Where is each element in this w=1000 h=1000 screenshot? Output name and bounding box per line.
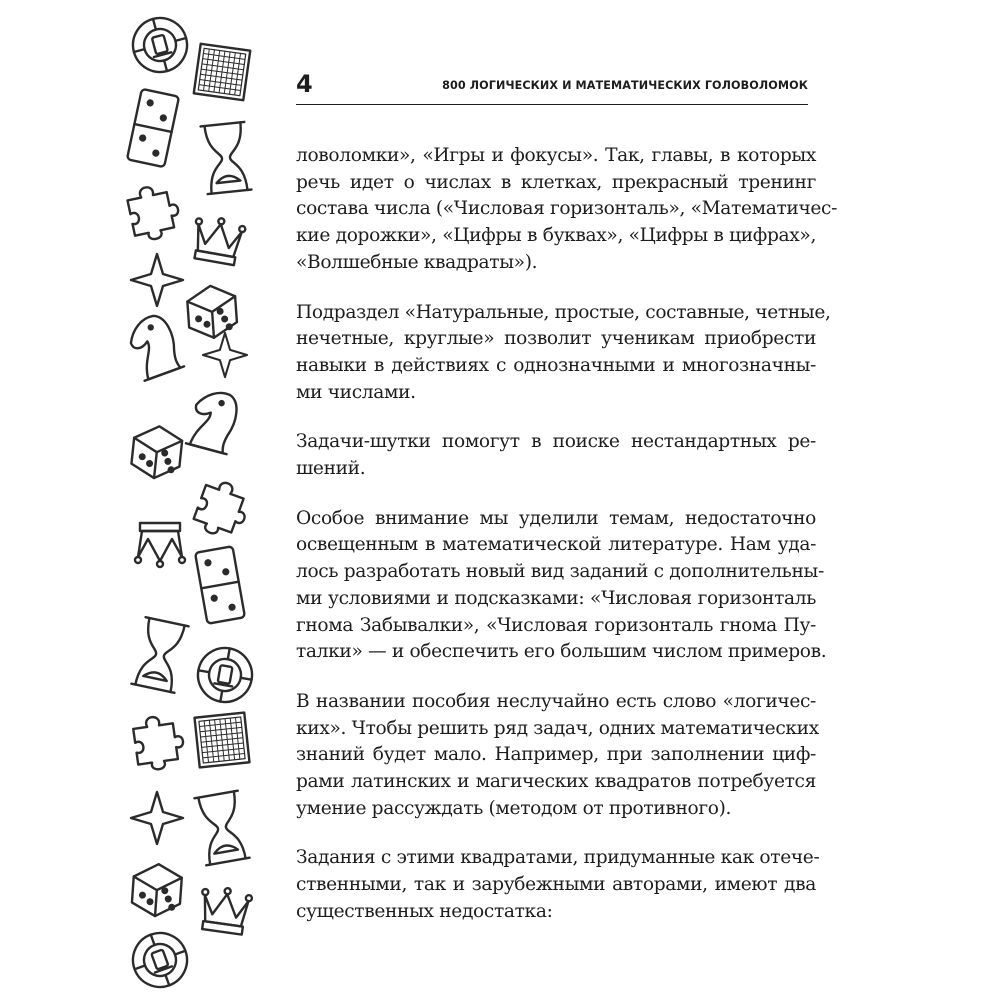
domino-icon xyxy=(195,546,245,624)
paragraph xyxy=(296,429,816,482)
puzzle-piece-icon xyxy=(126,182,183,243)
text-line: умение рассуждать (методом от противного). xyxy=(296,797,732,819)
page-header xyxy=(296,68,808,105)
text-line: навыки в действиях с однозначными и многозначны- xyxy=(296,354,816,376)
paragraph xyxy=(296,689,819,823)
text-line: кие дорожки», «Цифры в буквах», «Цифры в цифрах», xyxy=(296,225,816,247)
grid-board-icon xyxy=(194,44,250,100)
text-line: освещенным в математической литературе. Нам уда- xyxy=(296,534,816,556)
text-line: Задачи-шутки помогут в поиске нестандартных ре- xyxy=(296,431,816,453)
poker-chip-icon xyxy=(194,644,257,707)
dice-icon xyxy=(131,863,183,918)
text-line: ми условиями и подсказками: «Числовая горизонталь xyxy=(296,587,816,609)
crown-icon xyxy=(135,523,185,567)
hourglass-icon xyxy=(194,791,249,866)
text-line: «Волшебные квадраты»). xyxy=(296,251,538,273)
paragraph xyxy=(296,506,827,666)
dice-icon xyxy=(130,424,183,481)
hourglass-icon xyxy=(131,617,188,693)
text-line: рами латинских и магических квадратов потребуется xyxy=(296,771,816,793)
body-text xyxy=(296,143,838,949)
text-line: талки» — и обеспечить его большим числом примеров. xyxy=(296,641,827,663)
text-line: ми числами. xyxy=(296,381,416,403)
paragraph xyxy=(296,845,820,925)
text-line: лось разработать новый вид заданий с дополнительны- xyxy=(296,561,824,583)
chess-knight-icon xyxy=(125,312,184,381)
text-line: ких». Чтобы решить ряд задач, одних математических xyxy=(296,717,819,739)
sparkle-star-icon xyxy=(131,792,183,844)
text-line: речь идет о числах в клетках, прекрасный тренинг xyxy=(296,171,816,193)
text-line: ственными, так и зарубежными авторами, имеют два xyxy=(296,874,816,896)
poker-chip-icon xyxy=(125,925,194,994)
text-line: ловоломки», «Игры и фокусы». Так, главы, в которых xyxy=(296,145,816,166)
text-line: существенных недостатка: xyxy=(296,900,553,922)
puzzle-piece-icon xyxy=(132,713,186,772)
running-title: 800 ЛОГИЧЕСКИХ И МАТЕМАТИЧЕСКИХ ГОЛОВОЛОМОК xyxy=(442,79,808,92)
grid-board-icon xyxy=(195,713,250,768)
poker-chip-icon xyxy=(127,12,193,78)
text-line: В названии пособия неслучайно есть слово «логичес- xyxy=(296,690,816,712)
crown-icon xyxy=(197,885,253,936)
text-line: нечетные, круглые» позволит ученикам приобрести xyxy=(296,328,816,350)
text-line: знаний будет мало. Например, при заполнении циф- xyxy=(296,744,816,766)
text-line: гнома Забывалки», «Числовая горизонталь гнома Пу- xyxy=(296,614,816,636)
chess-knight-icon xyxy=(186,387,242,454)
crown-icon xyxy=(190,214,247,266)
domino-icon xyxy=(127,89,179,167)
sparkle-star-icon xyxy=(131,254,183,306)
text-line: состава числа («Числовая горизонталь», «Математичес- xyxy=(296,198,838,220)
sparkle-star-icon xyxy=(203,333,247,377)
text-line: Подраздел «Натуральные, простые, составные, четные, xyxy=(296,301,831,323)
text-line: шений. xyxy=(296,458,366,480)
dice-icon xyxy=(186,284,238,339)
text-line: Особое внимание мы уделили темам, недостаточно xyxy=(296,507,816,529)
paragraph xyxy=(296,300,831,407)
text-line: Задания с этими квадратами, придуманные как отече- xyxy=(296,847,820,869)
decorative-sidebar xyxy=(0,0,280,1000)
paragraph xyxy=(296,143,838,277)
page-number: 4 xyxy=(296,70,313,98)
puzzle-piece-icon xyxy=(191,477,254,543)
hourglass-icon xyxy=(201,122,252,194)
